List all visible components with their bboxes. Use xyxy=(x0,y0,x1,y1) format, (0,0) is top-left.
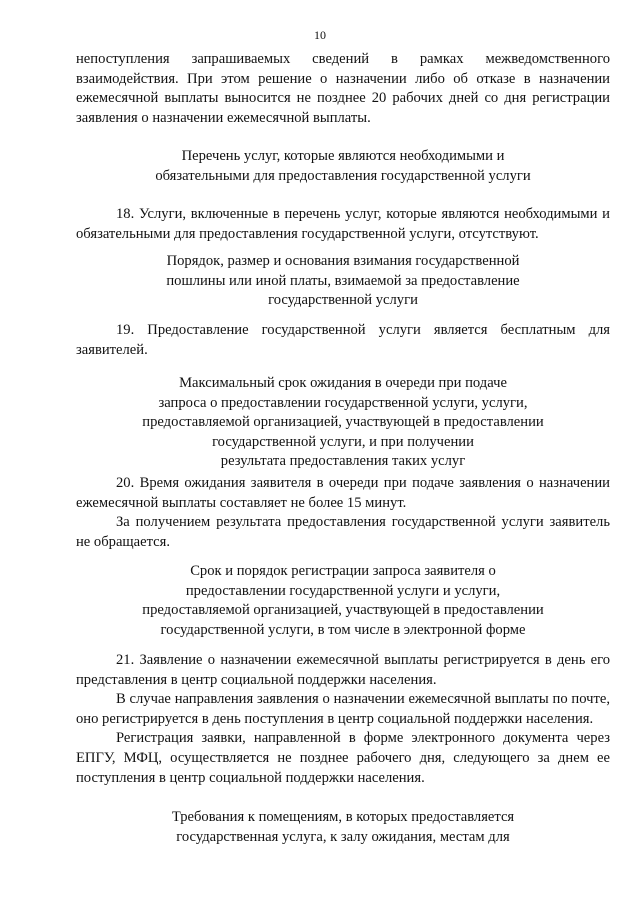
paragraph-text: 19. Предоставление государственной услуги является бесплатным для заявителей. xyxy=(76,322,610,358)
heading-line: предоставляемой организацией, участвующей в предоставлении xyxy=(142,602,544,619)
heading-line: предоставлении государственной услуги и услуги, xyxy=(185,582,501,599)
heading-line: предоставляемой организацией, участвующей в предоставлении xyxy=(142,414,544,431)
heading-line: государственной услуги, в том числе в электронной форме xyxy=(160,621,526,638)
section-heading-services-list xyxy=(76,147,610,186)
heading-line: Максимальный срок ожидания в очереди при подаче xyxy=(179,375,507,391)
heading-line: Требования к помещениям, в которых предоставляется xyxy=(171,809,515,825)
heading-line: результата предоставления таких услуг xyxy=(220,453,466,470)
section-heading-fees xyxy=(76,252,610,311)
paragraph-continuation xyxy=(76,50,610,128)
paragraph-text: 20. Время ожидания заявителя в очереди при подаче заявления о назначении ежемесячной выплаты составляет не более 15 минут. xyxy=(76,475,610,511)
heading-line: государственной услуги xyxy=(268,292,418,309)
paragraph-item-19 xyxy=(76,321,610,360)
paragraph-text: В случае направления заявления о назначении ежемесячной выплаты по почте, оно регистрируется в день поступления в центр социальной поддержки населения. xyxy=(76,691,610,727)
heading-line: государственной услуги, и при получении xyxy=(212,433,474,450)
page-number: 10 xyxy=(314,28,326,42)
section-heading-premises xyxy=(76,808,610,847)
heading-line: государственная услуга, к залу ожидания, местам для xyxy=(176,828,510,845)
heading-line: обязательными для предоставления государственной услуги xyxy=(155,167,531,184)
paragraph-item-18 xyxy=(76,205,610,244)
heading-line: Срок и порядок регистрации запроса заявителя о xyxy=(190,563,496,579)
heading-line: пошлины или иной платы, взимаемой за предоставление xyxy=(166,272,520,289)
paragraph-item-20 xyxy=(76,474,610,552)
heading-line: Порядок, размер и основания взимания государственной xyxy=(166,253,520,269)
section-heading-registration xyxy=(76,562,610,640)
paragraph-item-21 xyxy=(76,651,610,788)
paragraph-text: непоступления запрашиваемых сведений в рамках межведомственного взаимодействия. При этом решение о назначении либо об отказе в назначении ежемесячной выплаты выносится не позднее 20 рабочих дней со дня регистрации заявления о назначении ежемесячной выплаты. xyxy=(76,51,610,126)
heading-line: Перечень услуг, которые являются необходимыми и xyxy=(181,148,505,164)
section-heading-queue-time xyxy=(76,374,610,472)
paragraph-text: 21. Заявление о назначении ежемесячной выплаты регистрируется в день его представления в центр социальной поддержки населения. xyxy=(76,652,610,688)
paragraph-text: За получением результата предоставления государственной услуги заявитель не обращается. xyxy=(76,514,610,550)
paragraph-text: 18. Услуги, включенные в перечень услуг, которые являются необходимыми и обязательными для предоставления государственной услуги, отсутствуют. xyxy=(76,206,610,242)
heading-line: запроса о предоставлении государственной услуги, услуги, xyxy=(158,394,528,411)
paragraph-text: Регистрация заявки, направленной в форме электронного документа через ЕПГУ, МФЦ, осуществляется не позднее рабочего дня, следующего за днем ее поступления в центр социальной поддержки населения. xyxy=(76,730,610,786)
